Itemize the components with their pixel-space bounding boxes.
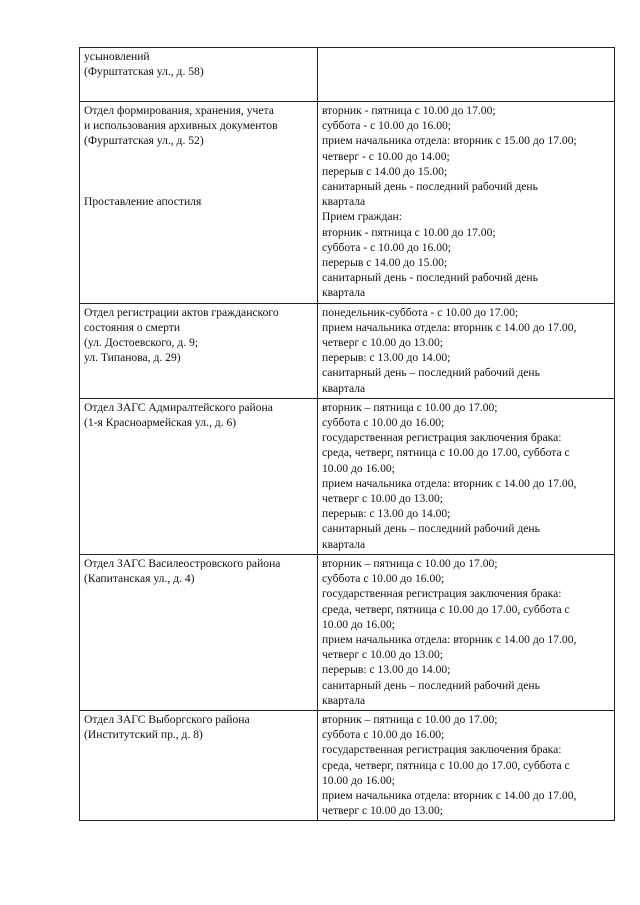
schedule-line: прием начальника отдела: вторник с 14.00 до 17.00, bbox=[322, 320, 577, 334]
schedule-line: понедельник-суббота - с 10.00 до 17.00; bbox=[322, 305, 519, 319]
schedule-line: перерыв с 14.00 до 15.00; bbox=[322, 256, 448, 270]
schedule-line: государственная регистрация заключения брака: bbox=[322, 587, 562, 601]
department-name: Отдел ЗАГС Василеостровского района bbox=[84, 556, 281, 570]
schedule-line: квартала bbox=[322, 693, 366, 707]
department-name: и использования архивных документов bbox=[84, 119, 278, 133]
department-cell bbox=[80, 48, 318, 102]
schedule-line: 10.00 до 16.00; bbox=[322, 773, 395, 787]
table-row bbox=[80, 554, 615, 710]
schedule-line: четверг с 10.00 до 13.00; bbox=[322, 336, 443, 350]
department-address: (Фурштатская ул., д. 58) bbox=[84, 65, 204, 79]
department-address: (ул. Достоевского, д. 9; bbox=[84, 336, 199, 350]
table-row bbox=[80, 303, 615, 398]
schedule-line: санитарный день – последний рабочий день bbox=[322, 522, 540, 536]
schedule-line: перерыв: с 13.00 до 14.00; bbox=[322, 351, 451, 365]
schedule-line: квартала bbox=[322, 381, 366, 395]
schedule-line: 10.00 до 16.00; bbox=[322, 617, 395, 631]
schedule-line: суббота - с 10.00 до 16.00; bbox=[322, 119, 452, 133]
schedule-line: квартала bbox=[322, 195, 366, 209]
schedule-line: перерыв: с 13.00 до 14.00; bbox=[322, 507, 451, 521]
department-address: (1-я Красноармейская ул., д. 6) bbox=[84, 416, 237, 430]
schedule-line: прием начальника отдела: вторник с 14.00 до 17.00, bbox=[322, 632, 577, 646]
schedule-line: суббота с 10.00 до 16.00; bbox=[322, 728, 445, 742]
schedule-line: прием начальника отдела: вторник с 15.00 до 17.00; bbox=[322, 134, 577, 148]
schedule-cell bbox=[318, 102, 615, 304]
schedule-line: перерыв: с 13.00 до 14.00; bbox=[322, 663, 451, 677]
department-address: ул. Типанова, д. 29) bbox=[84, 351, 181, 365]
table-row bbox=[80, 710, 615, 820]
schedule-line: государственная регистрация заключения брака: bbox=[322, 431, 562, 445]
department-address: (Капитанская ул., д. 4) bbox=[84, 572, 195, 586]
schedule-cell bbox=[318, 554, 615, 710]
department-name: Отдел ЗАГС Выборгского района bbox=[84, 712, 250, 726]
schedule-line: среда, четверг, пятница с 10.00 до 17.00, суббота с bbox=[322, 758, 570, 772]
department-text: усыновлений bbox=[84, 50, 150, 63]
schedule-line: государственная регистрация заключения брака: bbox=[322, 743, 562, 757]
schedule-line: санитарный день – последний рабочий день bbox=[322, 366, 540, 380]
department-cell bbox=[80, 303, 318, 398]
department-cell bbox=[80, 554, 318, 710]
schedule-line: вторник – пятница с 10.00 до 17.00; bbox=[322, 712, 498, 726]
schedule-line: Прием граждан: bbox=[322, 210, 402, 224]
schedule-line: четверг с 10.00 до 13.00; bbox=[322, 648, 443, 662]
table-row bbox=[80, 102, 615, 304]
department-cell bbox=[80, 102, 318, 304]
schedule-cell bbox=[318, 710, 615, 820]
schedule-line: санитарный день - последний рабочий день bbox=[322, 180, 538, 194]
schedule-line: четверг с 10.00 до 13.00; bbox=[322, 804, 443, 818]
schedule-line: вторник – пятница с 10.00 до 17.00; bbox=[322, 400, 498, 414]
schedule-cell bbox=[318, 398, 615, 554]
schedule-cell bbox=[318, 48, 615, 102]
apostille-label: Проставление апостиля bbox=[84, 194, 202, 208]
department-name: Отдел регистрации актов гражданского bbox=[84, 305, 279, 319]
schedule-line: вторник - пятница с 10.00 до 17.00; bbox=[322, 104, 496, 117]
table-row bbox=[80, 48, 615, 102]
schedule-line: перерыв с 14.00 до 15.00; bbox=[322, 164, 448, 178]
schedule-line: квартала bbox=[322, 537, 366, 551]
schedule-table bbox=[79, 47, 615, 821]
schedule-line: прием начальника отдела: вторник с 14.00 до 17.00, bbox=[322, 476, 577, 490]
department-cell bbox=[80, 710, 318, 820]
schedule-line: вторник - пятница с 10.00 до 17.00; bbox=[322, 225, 496, 239]
department-address: (Фурштатская ул., д. 52) bbox=[84, 134, 204, 148]
schedule-line: 10.00 до 16.00; bbox=[322, 461, 395, 475]
department-cell bbox=[80, 398, 318, 554]
schedule-line: квартала bbox=[322, 286, 366, 300]
schedule-line: прием начальника отдела: вторник с 14.00 до 17.00, bbox=[322, 788, 577, 802]
table-row bbox=[80, 398, 615, 554]
schedule-line: среда, четверг, пятница с 10.00 до 17.00, суббота с bbox=[322, 446, 570, 460]
schedule-line: вторник – пятница с 10.00 до 17.00; bbox=[322, 556, 498, 570]
department-name: состояния о смерти bbox=[84, 320, 181, 334]
schedule-line: санитарный день - последний рабочий день bbox=[322, 271, 538, 285]
schedule-line: суббота с 10.00 до 16.00; bbox=[322, 416, 445, 430]
schedule-cell bbox=[318, 303, 615, 398]
schedule-line: четверг - с 10.00 до 14.00; bbox=[322, 149, 450, 163]
schedule-line: среда, четверг, пятница с 10.00 до 17.00, суббота с bbox=[322, 602, 570, 616]
department-address: (Институтский пр., д. 8) bbox=[84, 728, 203, 742]
schedule-line: санитарный день – последний рабочий день bbox=[322, 678, 540, 692]
department-name: Отдел формирования, хранения, учета bbox=[84, 104, 274, 117]
schedule-line: суббота с 10.00 до 16.00; bbox=[322, 572, 445, 586]
schedule-line: суббота - с 10.00 до 16.00; bbox=[322, 240, 452, 254]
department-name: Отдел ЗАГС Адмиралтейского района bbox=[84, 400, 273, 414]
schedule-line: четверг с 10.00 до 13.00; bbox=[322, 492, 443, 506]
